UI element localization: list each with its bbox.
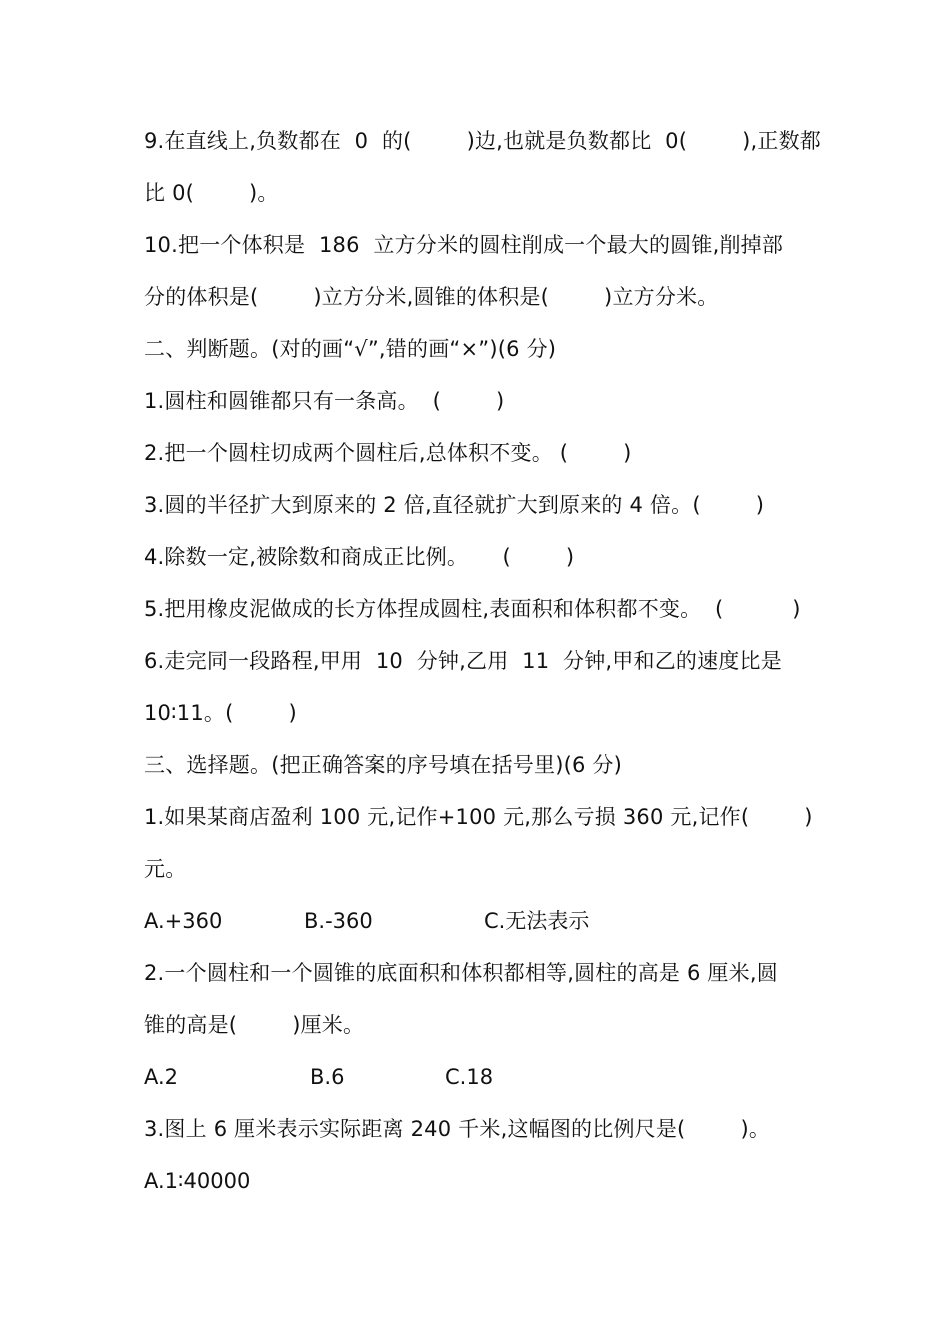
judge-item-4: 4.除数一定,被除数和商成正比例。 ( ) xyxy=(144,545,575,569)
choice-q1-option-b: B.-360 xyxy=(304,909,373,933)
judge-item-2: 2.把一个圆柱切成两个圆柱后,总体积不变。 ( ) xyxy=(144,441,632,465)
q9-line-1: 9.在直线上,负数都在 0 的( )边,也就是负数都比 0( ),正数都 xyxy=(144,129,822,153)
choice-q1-line-2: 元。 xyxy=(144,857,187,881)
choice-q3-options xyxy=(144,1167,251,1251)
judge-item-1: 1.圆柱和圆锥都只有一条高。 ( ) xyxy=(144,389,505,413)
section-2-heading: 二、判断题。(对的画“√”,错的画“×”)(6 分) xyxy=(144,337,557,361)
section-3-heading: 三、选择题。(把正确答案的序号填在括号里)(6 分) xyxy=(144,753,623,777)
choice-q2-line-2: 锥的高是( )厘米。 xyxy=(144,1013,365,1037)
judge-item-5: 5.把用橡皮泥做成的长方体捏成圆柱,表面积和体积都不变。 ( ) xyxy=(144,597,801,621)
q10-line-2: 分的体积是( )立方分米,圆锥的体积是( )立方分米。 xyxy=(144,285,719,309)
choice-q1-option-c: C.无法表示 xyxy=(484,909,590,933)
choice-q2-option-c: C.18 xyxy=(445,1065,494,1089)
judge-item-6-line-1: 6.走完同一段路程,甲用 10 分钟,乙用 11 分钟,甲和乙的速度比是 xyxy=(144,649,782,673)
choice-q3-option-a: A.1∶40000 xyxy=(144,1169,251,1193)
judge-item-3: 3.圆的半径扩大到原来的 2 倍,直径就扩大到原来的 4 倍。( ) xyxy=(144,493,765,517)
choice-q2-option-a: A.2 xyxy=(144,1065,179,1089)
q9-line-2: 比 0( )。 xyxy=(144,181,279,205)
choice-q3-line-1: 3.图上 6 厘米表示实际距离 240 千米,这幅图的比例尺是( )。 xyxy=(144,1117,771,1141)
judge-item-6-line-2: 10∶11。( ) xyxy=(144,701,297,725)
q10-line-1: 10.把一个体积是 186 立方分米的圆柱削成一个最大的圆锥,削掉部 xyxy=(144,233,784,257)
choice-q1-line-1: 1.如果某商店盈利 100 元,记作+100 元,那么亏损 360 元,记作( ) xyxy=(144,805,813,829)
choice-q1-option-a: A.+360 xyxy=(144,909,223,933)
choice-q2-line-1: 2.一个圆柱和一个圆锥的底面积和体积都相等,圆柱的高是 6 厘米,圆 xyxy=(144,961,778,985)
choice-q2-option-b: B.6 xyxy=(310,1065,345,1089)
